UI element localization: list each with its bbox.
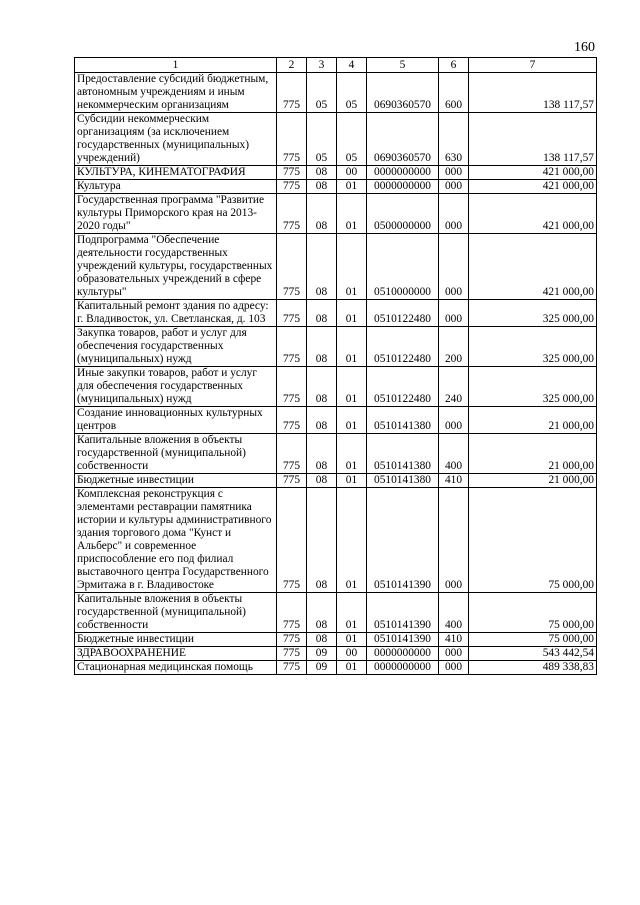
row-code-section: 08 [307, 367, 337, 407]
row-code-admin: 775 [277, 633, 307, 647]
row-name: Капитальный ремонт здания по адресу: г. Владивосток, ул. Светланская, д. 103 [75, 300, 277, 327]
row-code-section: 08 [307, 488, 337, 593]
column-header: 5 [367, 58, 439, 73]
table-row [75, 180, 597, 194]
row-code-expense: 200 [439, 327, 469, 367]
table-row [75, 434, 597, 474]
row-code-target: 0510141390 [367, 633, 439, 647]
row-code-expense: 000 [439, 300, 469, 327]
row-code-subsection: 01 [337, 474, 367, 488]
row-code-subsection: 01 [337, 434, 367, 474]
row-amount: 325 000,00 [469, 367, 597, 407]
row-name: Бюджетные инвестиции [75, 633, 277, 647]
row-name: Государственная программа "Развитие культуры Приморского края на 2013-2020 годы" [75, 194, 277, 234]
row-code-target: 0000000000 [367, 661, 439, 675]
row-amount: 325 000,00 [469, 300, 597, 327]
row-code-target: 0690360570 [367, 73, 439, 113]
row-code-target: 0510141390 [367, 488, 439, 593]
row-code-subsection: 01 [337, 367, 367, 407]
row-code-admin: 775 [277, 647, 307, 661]
row-name: Иные закупки товаров, работ и услуг для обеспечения государственных (муниципальных) нужд [75, 367, 277, 407]
row-amount: 75 000,00 [469, 593, 597, 633]
row-code-expense: 400 [439, 593, 469, 633]
row-code-section: 08 [307, 633, 337, 647]
page-number: 160 [574, 40, 595, 55]
row-amount: 543 442,54 [469, 647, 597, 661]
row-code-expense: 410 [439, 633, 469, 647]
row-code-expense: 410 [439, 474, 469, 488]
table-row [75, 474, 597, 488]
row-code-subsection: 01 [337, 633, 367, 647]
row-code-section: 05 [307, 113, 337, 166]
row-code-section: 09 [307, 661, 337, 675]
row-code-section: 08 [307, 300, 337, 327]
row-amount: 421 000,00 [469, 194, 597, 234]
row-amount: 421 000,00 [469, 234, 597, 300]
row-name: Создание инновационных культурных центров [75, 407, 277, 434]
row-amount: 75 000,00 [469, 488, 597, 593]
row-name: Субсидии некоммерческим организациям (за исключением государственных (муниципальных) учреждений) [75, 113, 277, 166]
row-code-admin: 775 [277, 327, 307, 367]
budget-table [74, 57, 597, 675]
row-code-target: 0000000000 [367, 180, 439, 194]
row-code-subsection: 01 [337, 234, 367, 300]
row-code-expense: 000 [439, 194, 469, 234]
table-row [75, 488, 597, 593]
row-code-subsection: 00 [337, 647, 367, 661]
row-code-admin: 775 [277, 73, 307, 113]
row-amount: 21 000,00 [469, 474, 597, 488]
table-row [75, 113, 597, 166]
row-code-subsection: 01 [337, 661, 367, 675]
row-code-admin: 775 [277, 488, 307, 593]
row-code-subsection: 01 [337, 300, 367, 327]
row-code-admin: 775 [277, 367, 307, 407]
table-row [75, 633, 597, 647]
table-row [75, 234, 597, 300]
table-row [75, 367, 597, 407]
row-amount: 21 000,00 [469, 434, 597, 474]
row-code-target: 0510141390 [367, 593, 439, 633]
column-header: 1 [75, 58, 277, 73]
row-code-section: 05 [307, 73, 337, 113]
column-header: 3 [307, 58, 337, 73]
row-code-target: 0510141380 [367, 474, 439, 488]
row-code-section: 08 [307, 407, 337, 434]
row-code-expense: 000 [439, 234, 469, 300]
column-header: 2 [277, 58, 307, 73]
row-code-expense: 000 [439, 407, 469, 434]
row-name: КУЛЬТУРА, КИНЕМАТОГРАФИЯ [75, 166, 277, 180]
row-code-target: 0690360570 [367, 113, 439, 166]
row-name: ЗДРАВООХРАНЕНИЕ [75, 647, 277, 661]
row-code-admin: 775 [277, 194, 307, 234]
row-name: Подпрограмма "Обеспечение деятельности государственных учреждений культуры, государственных образовательных учреждений в сфере культуры" [75, 234, 277, 300]
row-code-section: 08 [307, 327, 337, 367]
row-code-target: 0000000000 [367, 166, 439, 180]
table-row [75, 300, 597, 327]
row-code-expense: 400 [439, 434, 469, 474]
row-code-expense: 000 [439, 166, 469, 180]
row-code-target: 0510122480 [367, 300, 439, 327]
row-code-expense: 240 [439, 367, 469, 407]
row-code-admin: 775 [277, 434, 307, 474]
row-code-subsection: 05 [337, 73, 367, 113]
row-code-admin: 775 [277, 113, 307, 166]
row-code-expense: 630 [439, 113, 469, 166]
row-name: Закупка товаров, работ и услуг для обеспечения государственных (муниципальных) нужд [75, 327, 277, 367]
row-code-admin: 775 [277, 166, 307, 180]
row-code-expense: 000 [439, 488, 469, 593]
row-code-expense: 000 [439, 647, 469, 661]
row-code-expense: 600 [439, 73, 469, 113]
row-code-target: 0510122480 [367, 327, 439, 367]
row-name: Стационарная медицинская помощь [75, 661, 277, 675]
row-name: Комплексная реконструкция с элементами реставрации памятника истории и культуры административного здания торгового дома "Кунст и Альберс" и современное приспособление его под филиал выставочного центра Государственного Эрмитажа в г. Владивостоке [75, 488, 277, 593]
table-row [75, 166, 597, 180]
row-code-subsection: 05 [337, 113, 367, 166]
column-header: 7 [469, 58, 597, 73]
table-row [75, 593, 597, 633]
row-amount: 325 000,00 [469, 327, 597, 367]
row-code-subsection: 01 [337, 593, 367, 633]
row-name: Капитальные вложения в объекты государственной (муниципальной) собственности [75, 593, 277, 633]
row-code-target: 0510141380 [367, 407, 439, 434]
row-amount: 138 117,57 [469, 113, 597, 166]
table-row [75, 327, 597, 367]
row-amount: 421 000,00 [469, 166, 597, 180]
row-code-section: 08 [307, 474, 337, 488]
row-name: Предоставление субсидий бюджетным, автономным учреждениям и иным некоммерческим организациям [75, 73, 277, 113]
row-code-section: 08 [307, 593, 337, 633]
row-code-expense: 000 [439, 180, 469, 194]
row-amount: 489 338,83 [469, 661, 597, 675]
row-name: Капитальные вложения в объекты государственной (муниципальной) собственности [75, 434, 277, 474]
row-code-target: 0500000000 [367, 194, 439, 234]
column-header: 6 [439, 58, 469, 73]
row-code-section: 08 [307, 180, 337, 194]
row-code-expense: 000 [439, 661, 469, 675]
row-code-admin: 775 [277, 300, 307, 327]
row-amount: 421 000,00 [469, 180, 597, 194]
row-code-section: 08 [307, 166, 337, 180]
row-name: Бюджетные инвестиции [75, 474, 277, 488]
row-code-subsection: 01 [337, 488, 367, 593]
row-code-subsection: 01 [337, 194, 367, 234]
row-code-section: 08 [307, 194, 337, 234]
row-code-subsection: 00 [337, 166, 367, 180]
row-code-admin: 775 [277, 234, 307, 300]
row-code-section: 08 [307, 234, 337, 300]
row-amount: 75 000,00 [469, 633, 597, 647]
row-code-admin: 775 [277, 407, 307, 434]
table-row [75, 647, 597, 661]
table-header-row [75, 58, 597, 73]
row-code-admin: 775 [277, 474, 307, 488]
column-header: 4 [337, 58, 367, 73]
table-row [75, 194, 597, 234]
row-code-section: 09 [307, 647, 337, 661]
row-amount: 138 117,57 [469, 73, 597, 113]
row-code-target: 0510122480 [367, 367, 439, 407]
row-name: Культура [75, 180, 277, 194]
row-code-target: 0510141380 [367, 434, 439, 474]
row-code-target: 0510000000 [367, 234, 439, 300]
row-code-admin: 775 [277, 593, 307, 633]
row-amount: 21 000,00 [469, 407, 597, 434]
table-row [75, 407, 597, 434]
table-row [75, 661, 597, 675]
table-row [75, 73, 597, 113]
row-code-subsection: 01 [337, 407, 367, 434]
row-code-admin: 775 [277, 180, 307, 194]
row-code-subsection: 01 [337, 180, 367, 194]
row-code-admin: 775 [277, 661, 307, 675]
row-code-subsection: 01 [337, 327, 367, 367]
row-code-target: 0000000000 [367, 647, 439, 661]
row-code-section: 08 [307, 434, 337, 474]
